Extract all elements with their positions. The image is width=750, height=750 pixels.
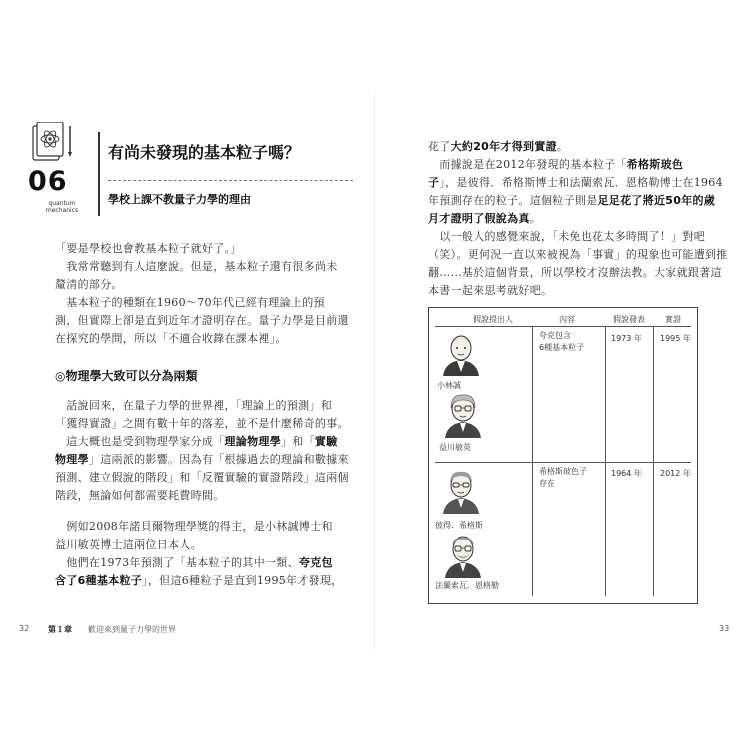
atom-notebook-icon — [28, 122, 80, 168]
chapter-subtitle: 學校上課不教量子力學的理由 — [108, 193, 251, 206]
cell-content: 夸克包含 6種基本粒子 — [539, 331, 585, 352]
cell-proposed: 1964 年 — [611, 469, 642, 478]
person-name: 法蘭索瓦．恩格勒 — [435, 581, 499, 590]
continuation-text: 花了大約20年才得到實證。 而據說是在2012年發現的基本粒子「希格斯玻色 子」，是彼得．希格斯博士和法蘭索瓦．恩格勒博士在1964 年預測存在的粒子。這個粒子則是足足花了將近50年的歲 月才證明了假說為真。 以一般人的感覺來說，「未免也花太多時間了！」對吧 （笑）。更何況一直以來被視為「事實」的現象也可能遭到推 翻……基於這個背景，所以學校才沒辦法教。大家就跟著這 本書一起來思考就好吧。 — [428, 140, 728, 297]
portrait-higgs — [441, 468, 481, 514]
cell-verified: 2012 年 — [660, 469, 691, 478]
portrait-englert — [443, 532, 483, 578]
col-rule-2 — [605, 326, 606, 596]
portrait-kobayashi — [441, 332, 481, 376]
header-content: 內容 — [559, 315, 575, 324]
portrait-maskawa — [443, 392, 483, 438]
running-title: 歡迎來到量子力學的世界 — [88, 625, 176, 634]
chapter-title: 有尚未發現的基本粒子嗎？ — [108, 143, 301, 162]
header-verified: 實證 — [665, 315, 681, 324]
person-name: 彼得．希格斯 — [435, 521, 483, 530]
example-text: 例如2008年諾貝爾物理學獎的得主，是小林誠博士和 益川敏英博士這兩位日本人。 他們在1973年預測了「基本粒子的其中一類、夸克包 含了6種基本粒子」，但這6種粒子是直到1995年才發現， — [55, 520, 343, 587]
section-text: 話說回來，在量子力學的世界裡，「理論上的預測」和 「獲得實證」之間有數十年的落差，並不是什麼稀奇的事。 這大概也是受到物理學家分成「理論物理學」和「實驗 物理學」這兩派的影響。因為有「根據過去的理論和數據來 預測、建立假說的階段」和「反覆實驗的實證階段」這兩個 階段，無論如何都需要耗費時間。 — [55, 399, 349, 502]
person-name: 益川敏英 — [439, 443, 471, 452]
col-rule-1 — [532, 326, 533, 596]
cell-content: 希格斯玻色子 存在 — [539, 467, 587, 488]
header-proposer: 假說提出人 — [473, 315, 513, 324]
header-proposed: 假說發表 — [613, 315, 645, 324]
chapter-number: 06 — [28, 166, 68, 197]
section-heading: ◎物理學大致可以分為兩類 — [55, 369, 198, 383]
hypothesis-table — [428, 307, 698, 604]
title-rule — [108, 180, 353, 181]
person-name: 小林誠 — [437, 381, 461, 390]
header-divider — [98, 132, 100, 216]
col-rule-3 — [653, 326, 654, 596]
page-number-right: 33 — [719, 624, 730, 633]
cell-proposed: 1973 年 — [611, 334, 642, 343]
cell-verified: 1995 年 — [660, 334, 691, 343]
page-number-left: 32 — [19, 624, 30, 633]
intro-text: 「要是學校也會教基本粒子就好了。」 我常常聽到有人這麼說。但是，基本粒子還有很多尚未 釐清的部分。 基本粒子的種類在1960～70年代已經有理論上的預 測，但實際上卻是直到近年才證明存在。量子力學是目前還 在探究的學問，所以「不適合收錄在課本裡」。 — [55, 242, 349, 345]
chapter-category: quantum mechanics — [45, 200, 79, 214]
running-chapter: 第１章 — [48, 625, 72, 634]
chapter-header — [28, 122, 358, 214]
right-page — [375, 0, 750, 750]
